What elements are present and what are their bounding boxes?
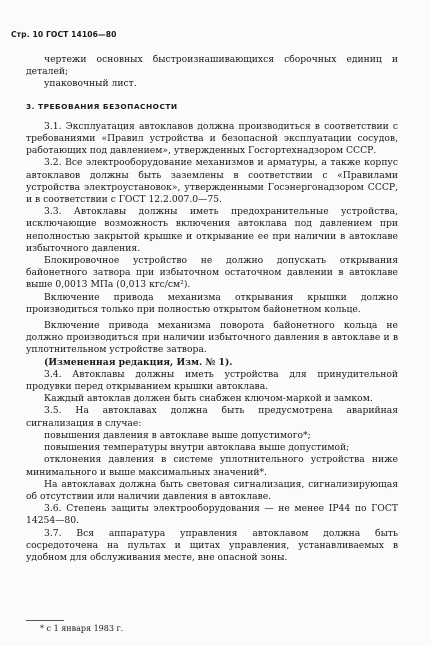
footnote: * с 1 января 1983 г. <box>40 624 124 633</box>
clause-3-5: 3.5. На автоклавах должна быть предусмотрена аварийная сигнализация в случае: <box>26 405 398 429</box>
section-title: 3. ТРЕБОВАНИЯ БЕЗОПАСНОСТИ <box>26 101 178 111</box>
intro-line: чертежи основных быстроизнашивающихся сборочных единиц и деталей; <box>26 54 398 78</box>
clause-3-1: 3.1. Эксплуатация автоклавов должна производиться в соответствии с требованиями «Правил устройства и безопасной эксплуатации сосудов, работающих под давлением», утвержденных Госгортехнадзором СССР. <box>26 120 398 157</box>
clause-3-2: 3.2. Все электрооборудование механизмов и арматуры, а также корпус автоклавов должны быть заземлены в соответствии с «Правилами устройства электроустановок», утвержденными Госэнергонадзором СССР, и в соответствии с ГОСТ 12.2.007.0—75. <box>26 157 398 206</box>
clause-3-7: 3.7. Вся аппаратура управления автоклавом должна быть сосредоточена на пультах и щитах управления, устанавливаемых в удобном для обслуживания месте, вне опасной зоны. <box>26 527 398 563</box>
alarm-item: повышения температуры внутри автоклава выше допустимой; <box>44 442 350 454</box>
intro-line: упаковочный лист. <box>44 78 137 90</box>
alarm-item: повышения давления в автоклаве выше допустимого*; <box>44 429 311 441</box>
clause-3-3: 3.3. Автоклавы должны иметь предохранительные устройства, исключающие возможность включения автоклава под давлением при неполностью закрытой крышке и открывание ее при наличии в автоклаве избыточного давления. <box>26 206 398 254</box>
amendment-note: (Измененная редакция, Изм. № 1). <box>44 356 233 368</box>
document-body <box>26 54 398 564</box>
clause-3-4: 3.4. Автоклавы должны иметь устройства для принудительной продувки перед открыванием крышки автоклава. <box>26 368 398 393</box>
clause-3-3-interlock: Блокировочное устройство не должно допускать открывания байонетного затвора при избыточном остаточном давлении в автоклаве выше 0,0013 МПа (0,013 кгс/см²). <box>26 255 398 291</box>
clause-3-3-ring-drive: Включение привода механизма поворота байонетного кольца не должно производиться при наличии избыточного давления в автоклаве и в уплотнительном устройстве затвора. <box>26 320 398 356</box>
alarm-item: отклонения давления в системе уплотнительного устройства ниже минимального и выше максимальных значений*. <box>26 454 398 478</box>
clause-3-3-lid-drive: Включение привода механизма открывания крышки должно производиться только при полностью открытом байонетном кольце. <box>26 291 398 315</box>
clause-3-4-key: Каждый автоклав должен быть снабжен ключом-маркой и замком. <box>44 393 373 405</box>
footnote-rule <box>26 620 64 621</box>
clause-3-6: 3.6. Степень защиты электрооборудования — не менее IP44 по ГОСТ 14254—80. <box>26 503 398 527</box>
page-header: Стр. 10 ГОСТ 14106—80 <box>11 30 117 39</box>
clause-3-5-light: На автоклавах должна быть световая сигнализация, сигнализирующая об отсутствии или наличии давления в автоклаве. <box>26 478 398 502</box>
